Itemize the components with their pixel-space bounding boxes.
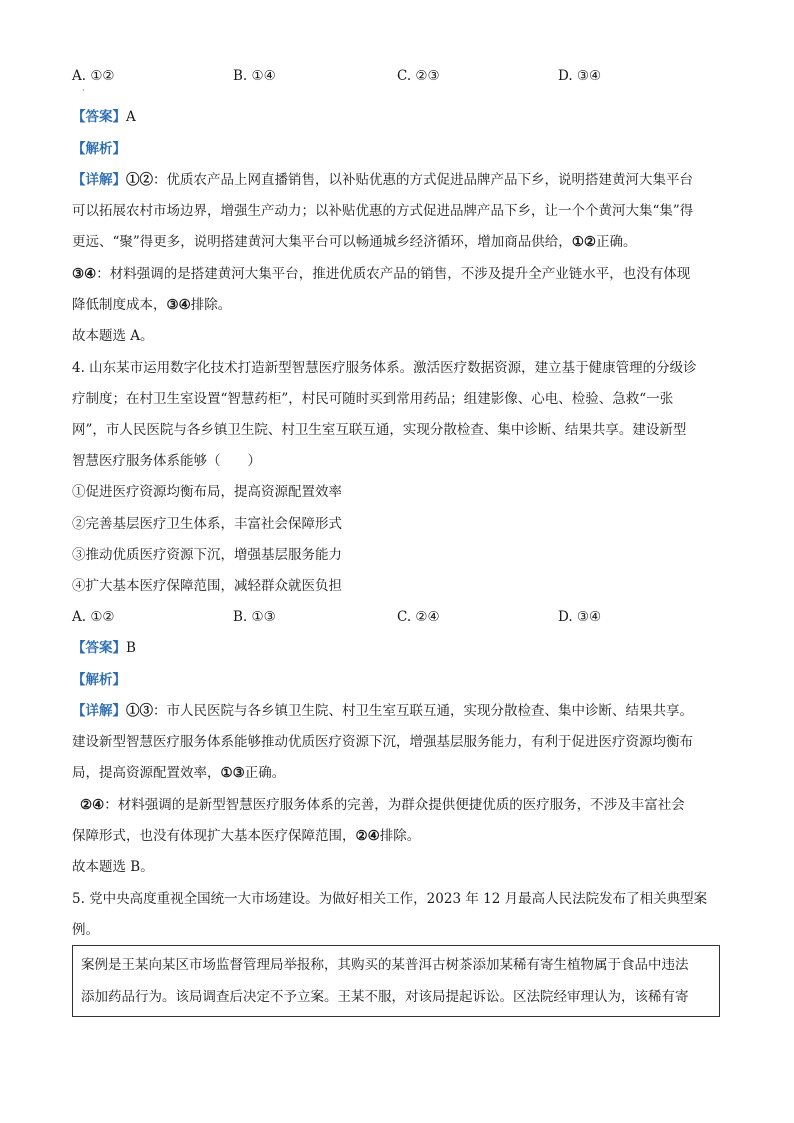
q4-stem-line-2: 疗制度；在村卫生室设置“智慧药柜”，村民可随时买到常用药品；组建影像、心电、检验、急救“一张 [72,391,674,407]
q4-statement-2: ②完善基层医疗卫生体系，丰富社会保障形式 [72,516,342,532]
q5-stem-line-1: 5. 党中央高度重视全国统一大市场建设。为做好相关工作，2023 年 12 月最高人民法院发布了相关典型案 [72,891,708,907]
answer-value: A [126,109,136,125]
detail-tag: 【详解】 [72,172,126,188]
q4-stem-line-4: 智慧医疗服务体系能够（ ） [72,453,261,469]
q4-statement-4: ④扩大基本医疗保障范围，减轻群众就医负担 [72,578,342,594]
answer-tag: 【答案】 [72,640,126,656]
q4-analysis-tag: 【解析】 [72,672,126,688]
q3-option-c: C. ②③ [397,68,440,84]
q4-stem-line-3: 网”，市人民医院与各乡镇卫生院、村卫生室互联互通，实现分散检查、集中诊断、结果共享。建设新型 [72,422,687,438]
stray-dot: · [82,86,85,95]
detail-tag: 【详解】 [72,703,126,719]
q5-stem-line-2: 例。 [72,922,99,938]
q4-detail-line-2: 建设新型智慧医疗服务体系能够推动优质医疗资源下沉，增强基层服务能力，有利于促进医疗资源均衡布 [72,734,693,750]
detail-text: ①②：优质农产品上网直播销售，以补贴优惠的方式促进品牌产品下乡，说明搭建黄河大集平台 [126,172,693,188]
q3-option-b: B. ①④ [233,68,276,84]
q3-detail-line-1 [72,170,693,190]
q4-answer [72,638,136,658]
q4-option-d: D. ③④ [558,609,602,625]
q3-answer [72,107,136,127]
q4-conclusion: 故本题选 B。 [72,859,154,875]
q3-analysis-tag: 【解析】 [72,141,126,157]
q3-option-a: A. ①② [72,68,115,84]
detail-text: ①③：市人民医院与各乡镇卫生院、村卫生室互联互通，实现分散检查、集中诊断、结果共享。 [126,703,693,719]
q4-option-c: C. ②④ [397,609,440,625]
answer-tag: 【答案】 [72,109,126,125]
q4-option-a: A. ①② [72,609,115,625]
q3-option-d: D. ③④ [558,68,602,84]
case-line-2: 添加药品行为。该局调查后决定不予立案。王某不服，对该局提起诉讼。区法院经审理认为，该稀有寄 [81,989,689,1005]
q3-detail-line-3: 更远、“聚”得更多，说明搭建黄河大集平台可以畅通城乡经济循环，增加商品供给，①②正确。 [72,234,637,250]
case-box [72,945,720,1017]
q4-option-b: B. ①③ [233,609,276,625]
q3-detail-line-2: 可以拓展农村市场边界，增强生产动力；以补贴优惠的方式促进品牌产品下乡，让一个个黄河大集“集”得 [72,203,694,219]
q4-detail-line-1 [72,701,693,721]
q4-detail-line-5: 保障形式，也没有体现扩大基本医疗保障范围，②④排除。 [72,828,421,844]
q4-statement-3: ③推动优质医疗资源下沉，增强基层服务能力 [72,547,342,563]
q4-stem-line-1: 4. 山东某市运用数字化技术打造新型智慧医疗服务体系。激活医疗数据资源，建立基于健康管理的分级诊 [72,360,697,376]
q4-statement-1: ①促进医疗资源均衡布局，提高资源配置效率 [72,484,342,500]
case-line-1: 案例是王某向某区市场监督管理局举报称，其购买的某普洱古树茶添加某稀有寄生植物属于食品中违法 [81,957,689,973]
answer-value: B [126,640,136,656]
q3-detail-line-4: ③④：材料强调的是搭建黄河大集平台，推进优质农产品的销售，不涉及提升全产业链水平，也没有体现 [72,266,691,282]
q3-detail-line-5: 降低制度成本，③④排除。 [72,297,232,313]
q4-detail-line-4: ②④：材料强调的是新型智慧医疗服务体系的完善，为群众提供便捷优质的医疗服务，不涉及丰富社会 [80,797,685,813]
q4-detail-line-3: 局，提高资源配置效率，①③正确。 [72,765,286,781]
q3-conclusion: 故本题选 A。 [72,328,154,344]
